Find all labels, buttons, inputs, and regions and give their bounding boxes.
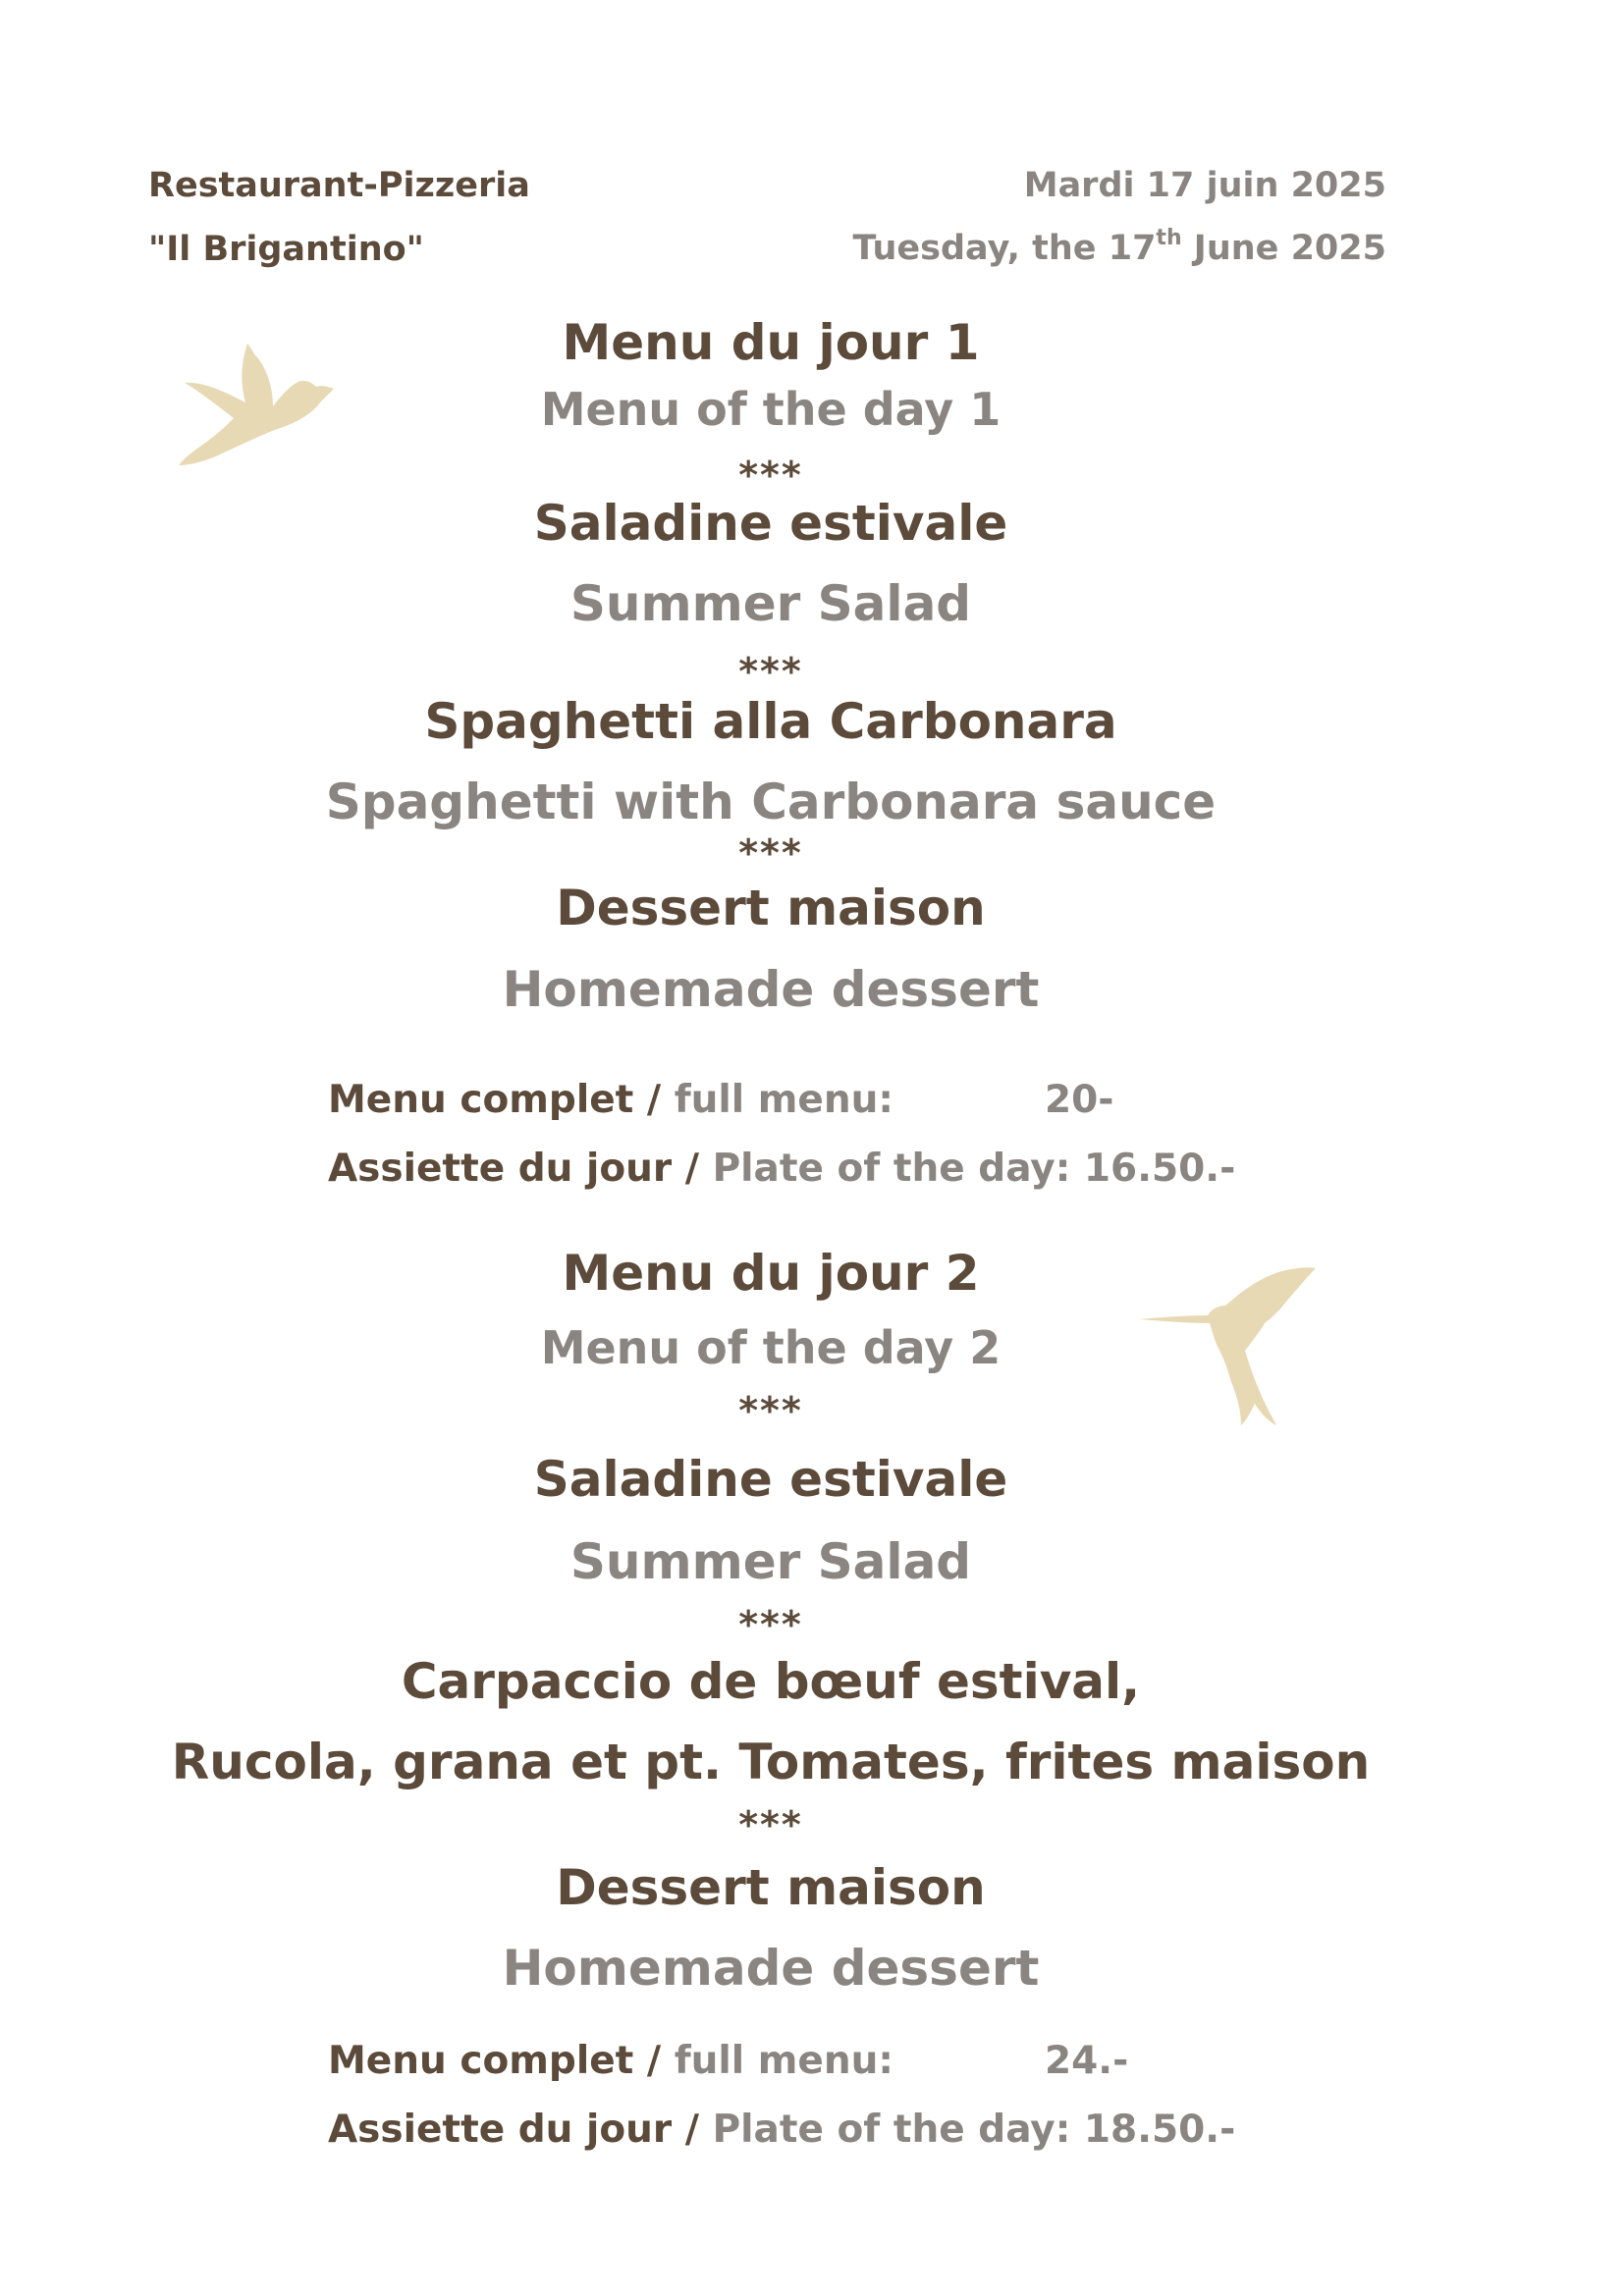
date-english-sup: th [1156,226,1182,250]
menu1-main-fr: Spaghetti alla Carbonara [424,693,1117,750]
menu2-plate-price-row [328,2108,1236,2152]
date-english-suffix: June 2025 [1181,229,1386,268]
menu1-plate-label-fr: Assiette du jour / [328,1147,713,1191]
menu2-separator-2: *** [738,1603,803,1646]
menu1-starter-fr: Saladine estivale [533,495,1008,552]
menu2-full-label-en: full menu: [674,2039,893,2083]
menu1-title-fr: Menu du jour 1 [562,314,980,371]
menu1-starter-en: Summer Salad [569,575,972,632]
menu1-dessert-en: Homemade dessert [502,961,1040,1018]
menu1-full-price-row [328,1078,1114,1122]
menu1-full-label-en: full menu: [674,1078,893,1122]
menu2-starter-en: Summer Salad [569,1533,972,1590]
menu1-separator-1: *** [738,454,803,497]
menu1-main-en: Spaghetti with Carbonara sauce [325,774,1217,830]
menu2-dessert-fr: Dessert maison [556,1859,986,1916]
menu2-plate-label-en: Plate of the day: [712,2108,1084,2152]
menu2-dessert-en: Homemade dessert [502,1940,1040,1997]
menu2-title-fr: Menu du jour 2 [562,1245,980,1302]
menu1-title-en: Menu of the day 1 [540,383,1001,436]
menu1-plate-price-row [328,1147,1236,1191]
date-english-prefix: Tuesday, the 17 [852,229,1157,268]
menu2-full-price: 24.- [1045,2039,1129,2083]
menu1-separator-3: *** [738,831,803,875]
menu2-main-fr-line2: Rucola, grana et pt. Tomates, frites maison [171,1734,1371,1790]
restaurant-name-line2: "Il Brigantino" [148,230,424,269]
menu2-main-fr-line1: Carpaccio de bœuf estival, [401,1653,1141,1710]
menu2-plate-price: 18.50.- [1083,2108,1236,2152]
menu2-title-en: Menu of the day 2 [540,1321,1001,1374]
menu1-plate-label-en: Plate of the day: [712,1147,1084,1191]
menu2-full-price-row [328,2039,1129,2083]
menu1-full-price: 20- [1045,1078,1114,1122]
menu1-dessert-fr: Dessert maison [556,880,986,936]
menu1-plate-price: 16.50.- [1083,1147,1236,1191]
restaurant-name-line1: Restaurant-Pizzeria [148,166,530,205]
menu1-separator-2: *** [738,650,803,693]
menu2-starter-fr: Saladine estivale [533,1451,1008,1508]
menu2-plate-label-fr: Assiette du jour / [328,2108,713,2152]
date-english [852,226,1386,268]
menu2-separator-3: *** [738,1803,803,1846]
menu1-full-label-fr: Menu complet / [328,1078,675,1122]
date-french: Mardi 17 juin 2025 [1023,166,1386,205]
menu2-full-label-fr: Menu complet / [328,2039,675,2083]
menu2-separator-1: *** [738,1389,803,1432]
